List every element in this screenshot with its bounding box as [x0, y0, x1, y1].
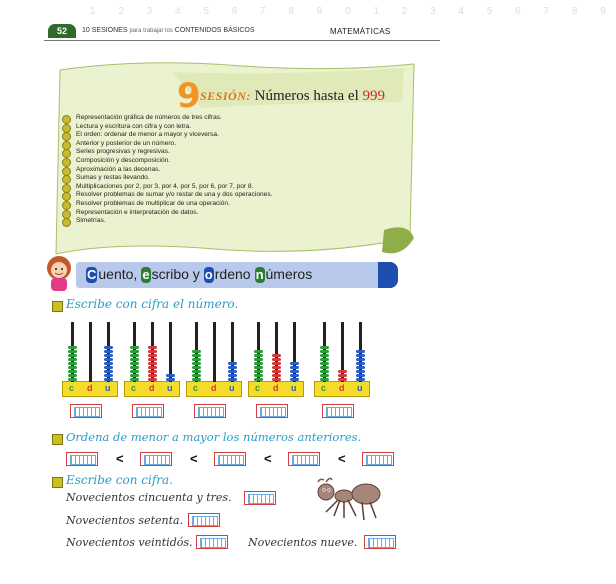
bead: [192, 362, 201, 365]
section-word: uento,: [98, 266, 138, 282]
bead: [338, 370, 347, 373]
order-answer-box[interactable]: [140, 452, 172, 466]
topic-text: Simetrías.: [76, 217, 106, 225]
topic-item: [62, 217, 272, 226]
bead: [148, 350, 157, 353]
section-initial: o: [204, 267, 213, 282]
bead: [254, 358, 263, 361]
exercise-3-title: Escribe con cifra.: [66, 473, 174, 487]
abacus-label-d: d: [339, 383, 345, 393]
abacus-answer-box[interactable]: [256, 404, 288, 418]
bead: [104, 366, 113, 369]
bead: [148, 374, 157, 377]
abacus-rod-d: [213, 322, 216, 382]
bead: [320, 366, 329, 369]
session-label: SESIÓN:: [200, 89, 251, 103]
bead: [148, 358, 157, 361]
bead: [130, 350, 139, 353]
bead: [68, 366, 77, 369]
bead: [104, 350, 113, 353]
abacus-answer-box[interactable]: [322, 404, 354, 418]
bead: [290, 370, 299, 373]
abacus-label-d: d: [87, 383, 93, 393]
answer-grid: [74, 407, 100, 417]
bead: [254, 354, 263, 357]
answer-grid: [70, 455, 96, 465]
bead: [228, 366, 237, 369]
answer-grid: [144, 455, 170, 465]
abacus-label-u: u: [229, 383, 235, 393]
bead: [254, 362, 263, 365]
answer-grid: [292, 455, 318, 465]
section-initial: n: [255, 267, 264, 282]
bead: [356, 374, 365, 377]
bead: [272, 362, 281, 365]
bead: [356, 358, 365, 361]
bead-stack-d: [148, 345, 157, 381]
answer-grid: [368, 538, 394, 548]
bead: [254, 366, 263, 369]
topic-text: Composición y descomposición.: [76, 156, 171, 164]
bead: [148, 366, 157, 369]
abacus-answer-box[interactable]: [70, 404, 102, 418]
bead: [356, 350, 365, 353]
bead: [104, 346, 113, 349]
bead: [320, 362, 329, 365]
session-title-number: 999: [362, 88, 385, 104]
section-bar-end: [378, 262, 398, 288]
abacus-label-c: c: [69, 383, 75, 393]
bead-stack-c: [192, 349, 201, 381]
bead: [272, 366, 281, 369]
bead: [320, 358, 329, 361]
bead: [68, 346, 77, 349]
bead: [104, 370, 113, 373]
order-answer-box[interactable]: [214, 452, 246, 466]
girl-illustration: [44, 254, 74, 292]
bead: [148, 362, 157, 365]
bead: [272, 358, 281, 361]
decorative-digits: 1 2 3 4 5 6 7 8 9 0 1 2 3 4 5 6 7 8 9: [90, 6, 616, 17]
bead-stack-c: [320, 345, 329, 381]
bead: [272, 374, 281, 377]
topic-text: Resolver problemas de multiplicar de una operación.: [76, 199, 230, 207]
bead: [68, 354, 77, 357]
phrase-953: Novecientos cincuenta y tres.: [66, 491, 232, 504]
answer-grid: [218, 455, 244, 465]
bead: [320, 374, 329, 377]
abacus: [124, 322, 180, 396]
bead: [290, 374, 299, 377]
section-title: [86, 266, 316, 283]
less-than-sign: <: [338, 451, 346, 466]
order-answer-box[interactable]: [66, 452, 98, 466]
topic-text: Representación gráfica de números de tres cifras.: [76, 114, 222, 121]
abacus-label-u: u: [105, 383, 111, 393]
bead: [320, 370, 329, 373]
abacus-label-d: d: [149, 383, 155, 393]
bead: [254, 374, 263, 377]
bead: [166, 374, 175, 377]
answer-grid: [260, 407, 286, 417]
bead-stack-d: [272, 353, 281, 381]
bead: [130, 370, 139, 373]
topic-item: [62, 131, 272, 140]
bead-stack-u: [166, 373, 175, 381]
bead-stack-d: [338, 369, 347, 381]
bead: [272, 354, 281, 357]
topic-item: [62, 157, 272, 166]
topic-text: Sumas y restas llevando.: [76, 174, 150, 182]
topic-item: [62, 191, 272, 200]
session-number: 9: [177, 76, 201, 116]
bead: [68, 374, 77, 377]
answer-grid: [248, 494, 274, 504]
abacus-label-c: c: [193, 383, 199, 393]
abacus-label-d: d: [211, 383, 217, 393]
bead: [320, 354, 329, 357]
bead: [356, 362, 365, 365]
bead: [130, 346, 139, 349]
exercise-1-title: Escribe con cifra el número.: [66, 297, 239, 311]
section-initial: C: [87, 267, 97, 282]
answer-grid: [136, 407, 162, 417]
topic-item: [62, 123, 272, 132]
exercise-2-icon: [52, 434, 63, 445]
bead: [290, 366, 299, 369]
abacus-label-u: u: [167, 383, 173, 393]
topic-text: Anterior y posterior de un número.: [76, 139, 177, 147]
bead: [148, 346, 157, 349]
bead: [68, 370, 77, 373]
bead: [104, 358, 113, 361]
bead: [338, 374, 347, 377]
section-word: scribo y: [151, 266, 200, 282]
answer-grid: [326, 407, 352, 417]
topic-text: Aproximación a las decenas.: [76, 165, 161, 173]
bead: [254, 370, 263, 373]
bead: [148, 354, 157, 357]
subject-title: MATEMÁTICAS: [330, 27, 391, 36]
bead-stack-u: [290, 361, 299, 381]
phrase-909: Novecientos nueve.: [248, 536, 358, 549]
bead: [104, 362, 113, 365]
bead: [320, 346, 329, 349]
exercise-1-icon: [52, 301, 63, 312]
bead: [104, 354, 113, 357]
less-than-sign: <: [190, 451, 198, 466]
topic-item: [62, 114, 272, 123]
bead: [228, 362, 237, 365]
topic-text: Resolver problemas de sumar y/o restar de una y dos operaciones.: [76, 191, 273, 199]
abacus-label-c: c: [255, 383, 261, 393]
bead: [192, 366, 201, 369]
topic-item: [62, 200, 272, 209]
section-word: úmeros: [265, 266, 313, 282]
bead: [130, 354, 139, 357]
bead-stack-c: [254, 349, 263, 381]
bead: [130, 366, 139, 369]
series-name: 10 SESIONES: [82, 27, 128, 34]
topic-text: Series progresivas y regresivas.: [76, 148, 170, 156]
series-title: [82, 27, 255, 34]
bead: [356, 354, 365, 357]
session-title: [200, 88, 385, 105]
topic-text: Representación e interpretación de datos.: [76, 208, 199, 216]
abacus-answer-box[interactable]: [132, 404, 164, 418]
answer-grid: [192, 516, 218, 526]
less-than-sign: <: [264, 451, 272, 466]
bead: [104, 374, 113, 377]
abacus-rod-d: [89, 322, 92, 382]
topic-item: [62, 148, 272, 157]
bead: [130, 374, 139, 377]
bead: [148, 370, 157, 373]
bead: [130, 358, 139, 361]
topic-item: [62, 140, 272, 149]
bead-stack-u: [104, 345, 113, 381]
abacus-label-u: u: [357, 383, 363, 393]
bead: [192, 358, 201, 361]
less-than-sign: <: [116, 451, 124, 466]
bead: [272, 370, 281, 373]
bead-stack-u: [356, 349, 365, 381]
answer-box-922[interactable]: [196, 535, 228, 549]
abacus-label-c: c: [321, 383, 327, 393]
abacus: [186, 322, 242, 396]
bead: [68, 358, 77, 361]
ant-illustration: [310, 476, 386, 526]
session-title-text: Números hasta el: [254, 88, 359, 104]
series-small: para trabajar los: [129, 28, 173, 34]
abacus-label-u: u: [291, 383, 297, 393]
bead: [130, 362, 139, 365]
series-rest: CONTENIDOS BÁSICOS: [174, 27, 255, 34]
answer-grid: [366, 455, 392, 465]
abacus: [248, 322, 304, 396]
topic-item: [62, 174, 272, 183]
answer-box-953[interactable]: [244, 491, 276, 505]
bead: [320, 350, 329, 353]
topic-item: [62, 183, 272, 192]
section-word: rdeno: [214, 266, 251, 282]
bead-stack-u: [228, 361, 237, 381]
phrase-922: Novecientos veintidós.: [66, 536, 193, 549]
bead-stack-c: [130, 345, 139, 381]
bead: [228, 374, 237, 377]
abacus: [62, 322, 118, 396]
order-answer-box[interactable]: [288, 452, 320, 466]
answer-box-970[interactable]: [188, 513, 220, 527]
order-answer-box[interactable]: [362, 452, 394, 466]
abacus-answer-box[interactable]: [194, 404, 226, 418]
bead: [68, 350, 77, 353]
bead: [356, 366, 365, 369]
topic-item: [62, 166, 272, 175]
bead: [68, 362, 77, 365]
bead: [192, 370, 201, 373]
abacus-label-d: d: [273, 383, 279, 393]
answer-grid: [198, 407, 224, 417]
abacus-label-c: c: [131, 383, 137, 393]
phrase-970: Novecientos setenta.: [66, 514, 184, 527]
bead-stack-c: [68, 345, 77, 381]
exercise-3-icon: [52, 477, 63, 488]
page-number: 52: [48, 24, 76, 38]
section-initial: e: [142, 267, 150, 282]
bead: [254, 350, 263, 353]
topic-text: El orden: ordenar de menor a mayor y viceversa.: [76, 131, 219, 139]
abacus: [314, 322, 370, 396]
bead: [192, 350, 201, 353]
bead: [356, 370, 365, 373]
topic-item: [62, 209, 272, 218]
topic-text: Lectura y escritura con cifra y con letra.: [76, 122, 192, 130]
topics-list: [62, 114, 272, 226]
bead: [192, 374, 201, 377]
bead: [192, 354, 201, 357]
answer-box-909[interactable]: [364, 535, 396, 549]
exercise-2-title: Ordena de menor a mayor los números anteriores.: [66, 430, 362, 444]
bead: [228, 370, 237, 373]
answer-grid: [200, 538, 226, 548]
topic-text: Multiplicaciones por 2, por 3, por 4, por 5, por 6, por 7, por 8.: [76, 182, 254, 190]
bead: [290, 362, 299, 365]
